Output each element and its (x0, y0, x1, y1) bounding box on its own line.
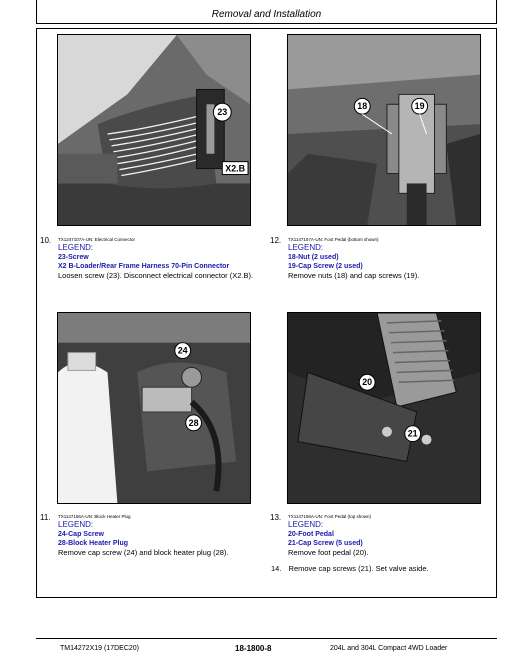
footer-model: 204L and 304L Compact 4WD Loader (330, 645, 448, 652)
step-14 (271, 564, 429, 573)
legend-item: 23-Screw (58, 254, 89, 261)
legend-title: LEGEND: (288, 520, 324, 529)
step-instruction: Loosen screw (23). Disconnect electrical connector (X2.B). (58, 271, 254, 280)
figure-caption: TX1147156A-UN: Block Heater Plug (58, 514, 131, 519)
step-instruction: Remove cap screw (24) and block heater plug (28). (58, 548, 229, 557)
legend-item: 20-Foot Pedal (288, 531, 334, 538)
callout-18: 18 (357, 101, 368, 112)
legend-item: 24-Cap Screw (58, 531, 104, 538)
step-number: 12. (270, 236, 282, 245)
photo-foot-pedal-top (287, 312, 481, 504)
photo-foot-pedal-bottom (287, 34, 481, 226)
callout-24: 24 (177, 345, 188, 356)
legend-title: LEGEND: (58, 520, 94, 529)
legend-title: LEGEND: (288, 243, 324, 252)
legend-title: LEGEND: (58, 243, 94, 252)
step-instruction: Remove nuts (18) and cap screws (19). (288, 271, 420, 280)
figure-caption: TX1147157A-UN: Foot Pedal (bottom shown) (288, 237, 379, 242)
page-header-title: Removal and Installation (211, 9, 322, 20)
callout-19: 19 (414, 101, 425, 112)
header-frame (36, 0, 497, 24)
legend-item: 18-Nut (2 used) (288, 254, 339, 261)
footer-doc-id: TM14272X19 (17DEC20) (60, 645, 139, 652)
step-instruction: Remove foot pedal (20). (288, 548, 369, 557)
legend-item: 19-Cap Screw (2 used) (288, 263, 363, 270)
footer-page-number: 18-1800-8 (235, 644, 272, 653)
callout-21: 21 (407, 428, 418, 439)
step-number: 13. (270, 513, 282, 522)
photo-electrical-connector (57, 34, 251, 226)
legend-item: 21-Cap Screw (5 used) (288, 540, 363, 547)
callout-28: 28 (188, 417, 199, 428)
legend-item: X2 B-Loader/Rear Frame Harness 70-Pin Connector (58, 263, 230, 270)
callout-20: 20 (362, 377, 373, 388)
legend-item: 28-Block Heater Plug (58, 540, 129, 547)
step-number: 11. (40, 513, 51, 522)
step-number: 10. (40, 236, 52, 245)
step-number: 14. (271, 564, 282, 573)
step-instruction: Remove cap screws (21). Set valve aside. (288, 564, 429, 573)
photo-block-heater-plug (57, 312, 251, 504)
footer-rule (36, 638, 497, 639)
figure-caption: TX1247107A-UN: Electrical Connector (58, 237, 136, 242)
callout-23: 23 (217, 107, 228, 118)
figure-caption: TX1147158A-UN: Foot Pedal (top shown) (288, 514, 371, 519)
callout-x2b: X2.B (225, 163, 246, 174)
